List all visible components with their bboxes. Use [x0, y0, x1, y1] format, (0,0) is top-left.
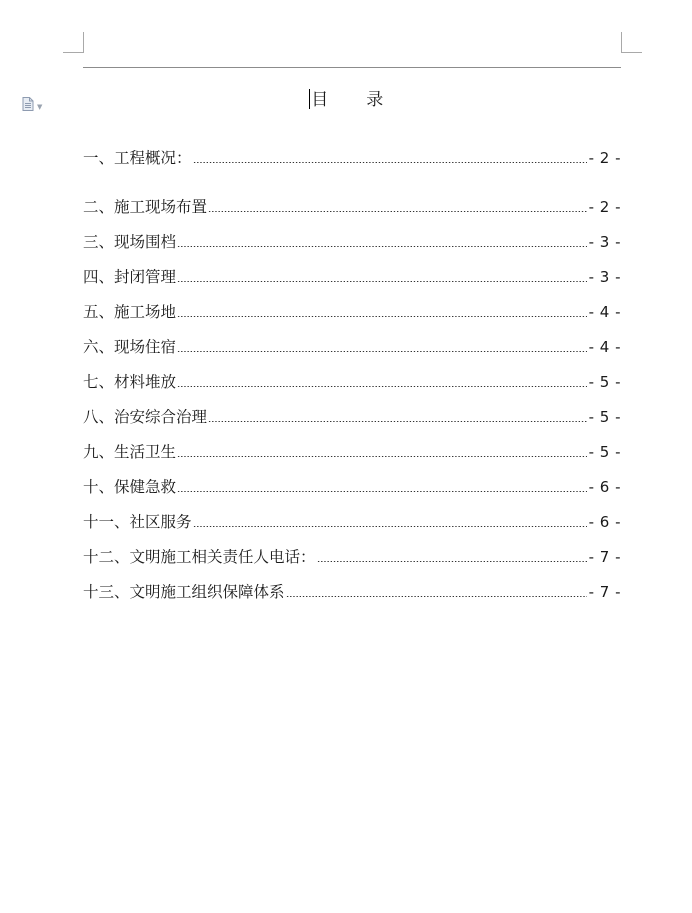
toc-leader-dots: [286, 581, 587, 603]
toc-entry-label: 九、生活卫生: [83, 443, 177, 461]
toc-leader-dots: [177, 336, 587, 358]
toc-entry-label: 八、治安综合治理: [83, 408, 208, 426]
toc-entry-page-number: - 5 -: [588, 443, 621, 461]
toc-entry-label: 五、施工场地: [83, 303, 177, 321]
toc-leader-dots: [193, 511, 587, 533]
toc-entry[interactable]: [83, 406, 621, 428]
page-margin-corner-top-right: [621, 32, 642, 53]
toc-entry[interactable]: [83, 371, 621, 393]
toc-entry[interactable]: [83, 476, 621, 498]
toc-title-char-2: 录: [366, 90, 384, 110]
toc-entry-page-number: - 2 -: [588, 149, 621, 167]
toc-entry-page-number: - 3 -: [588, 233, 621, 251]
toc-entry[interactable]: [83, 196, 621, 218]
toc-entry-page-number: - 4 -: [588, 303, 621, 321]
toc-title: [0, 88, 692, 112]
toc-entry-label: 十二、文明施工相关责任人电话：: [83, 548, 316, 566]
toc-leader-dots: [177, 441, 587, 463]
toc-entry-page-number: - 7 -: [588, 583, 621, 601]
toc-entry-page-number: - 6 -: [588, 513, 621, 531]
toc-entry-page-number: - 2 -: [588, 198, 621, 216]
toc-entry-label: 四、封闭管理: [83, 268, 177, 286]
toc-entry-label: 一、工程概况：: [83, 149, 192, 167]
toc-entry-label: 七、材料堆放: [83, 373, 177, 391]
toc-entry-page-number: - 6 -: [588, 478, 621, 496]
toc-entry[interactable]: [83, 231, 621, 253]
toc-leader-dots: [177, 231, 587, 253]
toc-entry[interactable]: [83, 147, 621, 169]
toc-entry-label: 十三、文明施工组织保障体系: [83, 583, 285, 601]
toc-entry[interactable]: [83, 581, 621, 603]
toc-entry[interactable]: [83, 511, 621, 533]
toc-leader-dots: [193, 147, 587, 169]
toc-entry[interactable]: [83, 336, 621, 358]
toc-entry-label: 十一、社区服务: [83, 513, 192, 531]
toc-entry[interactable]: [83, 266, 621, 288]
toc-entry-label: 六、现场住宿: [83, 338, 177, 356]
toc-leader-dots: [177, 371, 587, 393]
toc-entry-page-number: - 7 -: [588, 548, 621, 566]
toc-entry-page-number: - 4 -: [588, 338, 621, 356]
toc-leader-dots: [177, 266, 587, 288]
toc-entry[interactable]: [83, 301, 621, 323]
toc-leader-dots: [208, 406, 587, 428]
toc-entry-page-number: - 3 -: [588, 268, 621, 286]
toc-entry-page-number: - 5 -: [588, 408, 621, 426]
toc-leader-dots: [177, 476, 587, 498]
toc-leader-dots: [208, 196, 587, 218]
toc-leader-dots: [317, 546, 587, 568]
toc-entry[interactable]: [83, 546, 621, 568]
toc-entry-label: 十、保健急救: [83, 478, 177, 496]
toc-leader-dots: [177, 301, 587, 323]
toc-entry-label: 三、现场围档: [83, 233, 177, 251]
chevron-down-icon: ▼: [37, 103, 43, 111]
toc-entry-label: 二、施工现场布置: [83, 198, 208, 216]
toc-entry-page-number: - 5 -: [588, 373, 621, 391]
toc-entry[interactable]: [83, 441, 621, 463]
header-separator-line: [83, 67, 621, 68]
toc-title-char-1: 目: [311, 90, 329, 110]
page-margin-corner-top-left: [63, 32, 84, 53]
